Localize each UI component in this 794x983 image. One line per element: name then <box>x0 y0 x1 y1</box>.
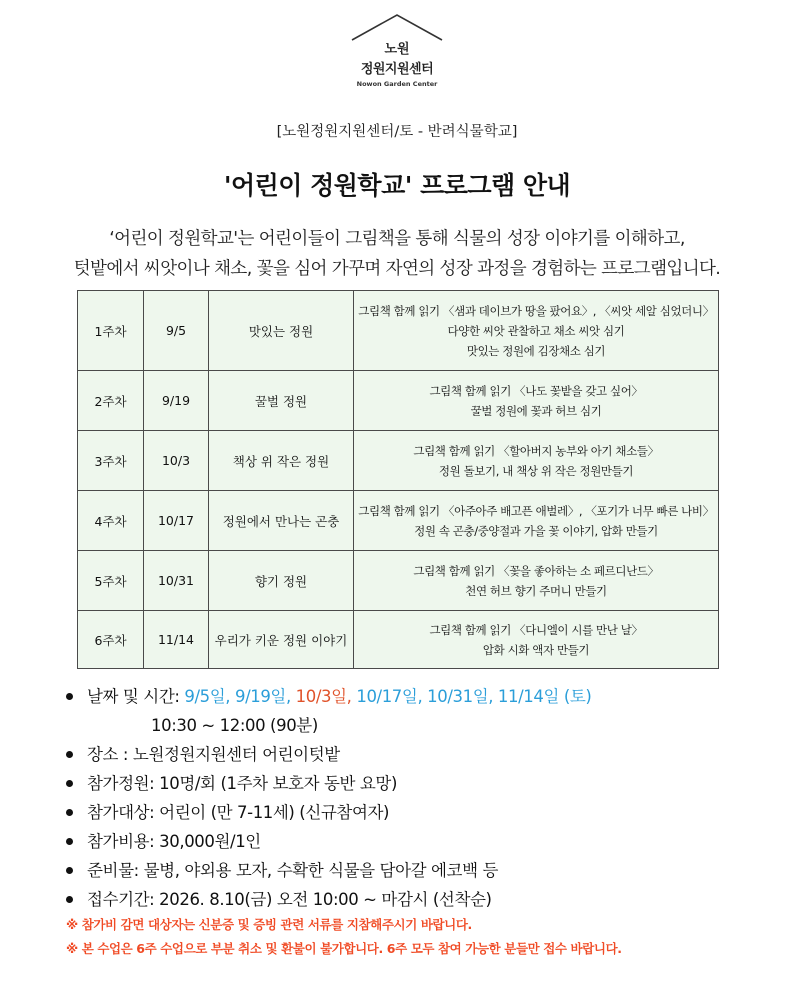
date-value-highlighted: 10/3일, <box>295 687 357 706</box>
week-cell: 1주차 <box>78 291 144 371</box>
date-cell: 10/31 <box>144 551 209 611</box>
program-description <box>0 224 794 284</box>
content-cell <box>354 431 719 491</box>
theme-cell: 향기 정원 <box>209 551 354 611</box>
notice-section <box>66 913 622 961</box>
notice-line: ※ 본 수업은 6주 수업으로 부분 취소 및 환불이 불가합니다. 6주 모두 참여 가능한 분들만 접수 바랍니다. <box>66 941 622 956</box>
week-cell: 4주차 <box>78 491 144 551</box>
theme-cell: 정원에서 만나는 곤충 <box>209 491 354 551</box>
content-line: 그림책 함께 읽기 〈꽃을 좋아하는 소 페르디난드〉 <box>413 563 659 578</box>
content-line: 다양한 씨앗 관찰하고 채소 씨앗 심기 <box>447 323 625 338</box>
date-value: 9/5일, <box>184 687 235 706</box>
content-line: 정원 돌보기, 내 책상 위 작은 정원만들기 <box>438 463 634 478</box>
bullet-icon <box>66 867 73 874</box>
center-logo <box>350 12 444 100</box>
week-cell: 3주차 <box>78 431 144 491</box>
place-text: 장소 : 노원정원지원센터 어린이텃밭 <box>87 745 340 764</box>
theme-cell: 꿀벌 정원 <box>209 371 354 431</box>
bullet-icon <box>66 838 73 845</box>
info-item-place <box>66 740 591 769</box>
content-cell <box>354 611 719 669</box>
week-cell: 5주차 <box>78 551 144 611</box>
content-line: 맛있는 정원에 김장채소 심기 <box>466 343 606 358</box>
date-cell: 9/19 <box>144 371 209 431</box>
info-item-dates <box>66 682 591 711</box>
target-text: 참가대상: 어린이 (만 7-11세) (신규참여자) <box>87 803 390 822</box>
date-cell: 9/5 <box>144 291 209 371</box>
table-row <box>78 431 719 491</box>
content-cell <box>354 491 719 551</box>
description-line: 텃밭에서 씨앗이나 채소, 꽃을 심어 가꾸며 자연의 성장 과정을 경험하는 프로그램입니다. <box>73 259 721 279</box>
date-value: 10/17일, <box>356 687 428 706</box>
content-line: 그림책 함께 읽기 〈나도 꽃밭을 갖고 싶어〉 <box>429 383 643 398</box>
content-line: 천연 허브 향기 주머니 만들기 <box>465 583 607 598</box>
bullet-icon <box>66 693 73 700</box>
table-row <box>78 611 719 669</box>
theme-cell: 맛있는 정원 <box>209 291 354 371</box>
date-value: 10/31일, <box>427 687 498 706</box>
content-cell <box>354 551 719 611</box>
bullet-icon <box>66 780 73 787</box>
content-line: 그림책 함께 읽기 〈할아버지 농부와 아기 채소들〉 <box>413 443 659 458</box>
content-cell <box>354 371 719 431</box>
theme-cell: 우리가 키운 정원 이야기 <box>209 611 354 669</box>
info-item-period <box>66 885 591 914</box>
table-row <box>78 491 719 551</box>
bullet-icon <box>66 809 73 816</box>
notice-line: ※ 참가비 감면 대상자는 신분증 및 증빙 관련 서류를 지참해주시기 바랍니다. <box>66 917 472 932</box>
capacity-text: 참가정원: 10명/회 (1주차 보호자 동반 요망) <box>87 774 397 793</box>
bullet-icon <box>66 751 73 758</box>
table-row <box>78 291 719 371</box>
date-value: 9/19일, <box>234 687 296 706</box>
info-item-target <box>66 798 591 827</box>
date-cell: 11/14 <box>144 611 209 669</box>
table-row <box>78 371 719 431</box>
info-item-time: 10:30 ~ 12:00 (90분) <box>151 716 318 735</box>
supplies-text: 준비물: 물병, 야외용 모자, 수확한 식물을 담아갈 에코백 등 <box>87 861 499 880</box>
info-item-fee <box>66 827 591 856</box>
table-row <box>78 551 719 611</box>
page-title: '어린이 정원학교' 프로그램 안내 <box>223 171 571 200</box>
content-line: 정원 속 곤충/중양절과 가을 꽃 이야기, 압화 만들기 <box>414 523 658 538</box>
logo-text-nowon: 노원 <box>384 42 410 57</box>
logo-text-english: Nowon Garden Center <box>356 80 438 88</box>
content-line: 그림책 함께 읽기 〈다니엘이 시를 만난 날〉 <box>429 622 643 637</box>
period-text: 접수기간: 2026. 8.10(금) 오전 10:00 ~ 마감시 (선착순) <box>87 890 492 909</box>
content-line: 그림책 함께 읽기 〈아주아주 배고픈 애벌레〉, 〈포기가 너무 빠른 나비〉 <box>358 503 714 518</box>
description-line: ‘어린이 정원학교'는 어린이들이 그림책을 통해 식물의 성장 이야기를 이해하고, <box>109 229 685 249</box>
content-cell <box>354 291 719 371</box>
content-line: 그림책 함께 읽기 〈샘과 데이브가 땅을 팠어요〉, 〈씨앗 세알 심었더니〉 <box>358 303 714 318</box>
bullet-icon <box>66 896 73 903</box>
week-cell: 6주차 <box>78 611 144 669</box>
program-info-list <box>66 682 591 914</box>
content-line: 압화 시화 액자 만들기 <box>482 642 590 657</box>
date-cell-highlighted: 10/3 <box>144 431 209 491</box>
info-item-capacity <box>66 769 591 798</box>
program-category: [노원정원지원센터/토 - 반려식물학교] <box>276 124 518 140</box>
week-cell: 2주차 <box>78 371 144 431</box>
schedule-table <box>77 290 719 669</box>
logo-text-center: 정원지원센터 <box>360 62 434 77</box>
date-value: 11/14일 (토) <box>497 687 592 706</box>
theme-cell: 책상 위 작은 정원 <box>209 431 354 491</box>
dates-label: 날짜 및 시간: <box>87 687 185 706</box>
info-item-supplies <box>66 856 591 885</box>
date-cell: 10/17 <box>144 491 209 551</box>
fee-text: 참가비용: 30,000원/1인 <box>87 832 261 851</box>
content-line: 꿀벌 정원에 꽃과 허브 심기 <box>470 403 602 418</box>
